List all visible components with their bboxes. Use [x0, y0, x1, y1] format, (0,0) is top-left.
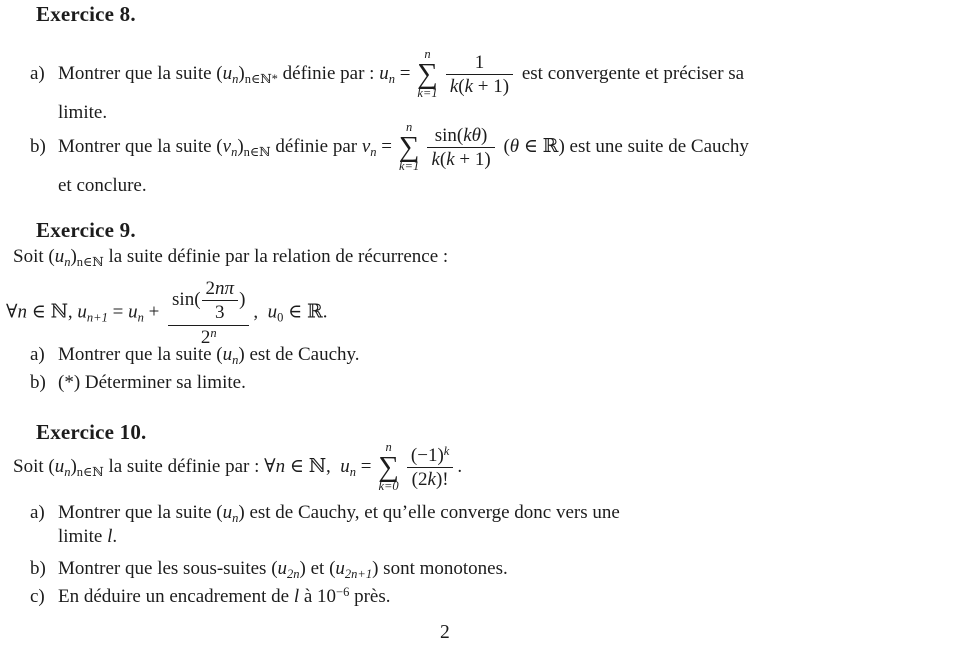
summation-symbol — [399, 121, 420, 174]
math-sub: n+1 — [86, 310, 108, 325]
math-sub: n — [64, 255, 71, 269]
math-sub: n — [349, 464, 357, 479]
paren-close: ) — [239, 289, 246, 311]
text-run: )! — [435, 469, 449, 491]
paren-open: ( — [439, 149, 447, 171]
math-sub: 2n — [287, 567, 300, 581]
text-run: , — [253, 301, 268, 323]
math-var: v — [361, 135, 371, 157]
ex8-item-a-line1 — [30, 48, 744, 101]
text-run: la suite définie par : ∀ — [103, 455, 276, 477]
numerator — [168, 278, 249, 325]
text-run: Soit — [13, 455, 49, 477]
math-sup: k — [443, 443, 450, 458]
math-var: l — [107, 526, 113, 547]
numerator — [202, 278, 239, 300]
text-run: (2 — [411, 469, 428, 491]
exercise8-title: Exercice 8. — [36, 2, 136, 26]
paren-close: ) — [70, 455, 77, 477]
paren-close: ) — [70, 246, 77, 267]
text-run: ) est de Cauchy. — [238, 344, 360, 365]
text-run: (−1) — [410, 444, 444, 466]
text-run: ∈ ℝ) est une suite de Cauchy — [519, 135, 749, 157]
text-run: définie par — [270, 135, 362, 157]
math-var: θ — [509, 135, 520, 157]
text-run: En déduire un encadrement de — [58, 586, 294, 607]
math-var: u — [335, 558, 345, 579]
summation-symbol — [417, 48, 438, 101]
sigma-glyph: ∑ — [378, 450, 399, 483]
text-run: + 1) — [473, 76, 510, 98]
numerator — [407, 445, 453, 467]
paren-open: ( — [216, 135, 223, 157]
math-var: k — [427, 469, 436, 491]
math-var: u — [222, 62, 233, 84]
math-sub: n — [232, 71, 239, 86]
paren-close: ) — [237, 135, 244, 157]
ex10-item-c — [30, 586, 391, 608]
math-var: n — [275, 455, 286, 477]
math-var: u — [222, 502, 233, 523]
fraction — [446, 52, 513, 98]
math-var: u — [267, 301, 278, 323]
ex9-recurrence-formula — [6, 278, 328, 348]
equals-sign: = — [107, 301, 129, 323]
paren-close: ) — [238, 62, 245, 84]
sum-lower-bound: k=1 — [417, 86, 438, 101]
math-var: k — [449, 76, 459, 98]
denominator — [407, 467, 453, 490]
math-var: l — [293, 586, 300, 607]
denominator: 3 — [202, 300, 239, 323]
ex8-item-b-line1 — [30, 121, 749, 174]
exercise10-title: Exercice 10. — [36, 420, 147, 444]
text-run: ) sont monotones. — [372, 558, 508, 579]
item-label: a) — [30, 502, 45, 523]
plus-sign: + — [143, 301, 165, 323]
ex9-item-a — [30, 344, 360, 367]
denominator — [427, 147, 494, 170]
text-run: (*) Déterminer sa limite. — [58, 372, 246, 393]
math-var: u — [128, 301, 138, 323]
sum-lower-bound: k=1 — [398, 159, 420, 174]
math-var: u — [77, 301, 87, 323]
math-var: k — [446, 149, 455, 171]
math-sub: n — [231, 144, 238, 159]
text-run: est convergente et préciser sa — [517, 62, 745, 84]
math-var: u — [379, 62, 389, 84]
page-number: 2 — [440, 622, 450, 643]
equals-sign: = — [394, 62, 416, 84]
paren-open: ( — [216, 62, 223, 84]
sin-function: sin( — [172, 289, 201, 311]
ex8-item-a-line2: limite. — [58, 102, 108, 123]
math-sub: 2n+1 — [344, 567, 373, 581]
math-var: u — [222, 344, 233, 365]
sum-upper-bound: n — [424, 47, 431, 61]
numerator: 1 — [474, 51, 485, 73]
text-run: 2 — [205, 278, 216, 299]
sin-function: sin( — [434, 124, 464, 146]
ex10-item-a-line1 — [30, 502, 620, 525]
math-sub: n — [232, 353, 239, 367]
math-var: k — [464, 76, 474, 98]
text-run: . — [457, 455, 463, 477]
equals-sign: = — [376, 135, 397, 157]
math-var: n — [17, 301, 27, 323]
item-label: a) — [30, 344, 45, 365]
sum-lower-bound: k=0 — [378, 479, 399, 494]
math-var: v — [222, 135, 232, 157]
math-var: u — [54, 246, 65, 267]
text-run: . — [112, 526, 118, 547]
text-run: Montrer que les sous-suites ( — [58, 558, 278, 579]
exercise9-title: Exercice 9. — [36, 218, 136, 242]
item-label: c) — [30, 586, 45, 607]
fraction — [168, 278, 249, 348]
inner-fraction — [202, 278, 239, 324]
text-run: près. — [349, 586, 391, 607]
item-label: b) — [30, 558, 46, 579]
math-sub: n — [232, 511, 239, 525]
math-sub: n∈ℕ* — [244, 71, 278, 86]
ex9-item-b — [30, 372, 246, 394]
text-run: ) et ( — [299, 558, 336, 579]
ex10-item-b — [30, 558, 508, 581]
fraction — [427, 125, 494, 171]
text-run: définie par : — [277, 62, 380, 84]
ex10-item-a-line2 — [58, 526, 117, 548]
math-sup: −6 — [336, 585, 350, 599]
paren-open: ( — [458, 76, 465, 98]
text-run: ∈ ℕ, — [26, 301, 78, 323]
numerator — [427, 125, 494, 147]
text-run: + 1) — [454, 149, 491, 171]
math-sub: 0 — [277, 310, 284, 325]
ex10-intro — [13, 441, 462, 494]
sigma-glyph: ∑ — [417, 57, 438, 90]
equals-sign: = — [356, 455, 377, 477]
text-run: limite — [58, 526, 108, 547]
text-run: Montrer que la suite ( — [58, 502, 223, 523]
math-sub: n — [64, 464, 71, 479]
ex9-intro — [13, 246, 448, 269]
text-run: 2 — [200, 326, 211, 348]
math-sup: n — [210, 325, 217, 340]
text-run: Montrer que la suite — [58, 135, 217, 157]
item-label: a) — [30, 62, 45, 84]
text-run: Montrer que la suite — [58, 62, 217, 84]
ex8-item-b-line2: et conclure. — [58, 175, 147, 196]
sigma-glyph: ∑ — [398, 130, 420, 163]
sum-upper-bound: n — [405, 120, 413, 134]
math-var: k — [431, 149, 440, 171]
sum-upper-bound: n — [385, 440, 392, 454]
paren-close: ) — [481, 124, 488, 146]
text-run: ∈ ℕ, — [285, 455, 341, 477]
text-run: Montrer que la suite ( — [58, 344, 223, 365]
math-var: u — [340, 455, 350, 477]
text-run: à 10 — [299, 586, 337, 607]
math-var: u — [54, 455, 65, 477]
paren-open: ( — [48, 455, 55, 477]
math-var: nπ — [215, 278, 235, 299]
math-sub: n∈ℕ — [76, 464, 104, 479]
math-sub: n — [137, 310, 144, 325]
text-run: ( — [498, 135, 510, 157]
math-sub: n∈ℕ — [243, 144, 271, 159]
item-label: b) — [30, 135, 46, 157]
text-run: Soit — [13, 246, 49, 267]
text-run: ∈ ℝ. — [283, 301, 328, 323]
math-sub: n — [388, 71, 395, 86]
summation-symbol — [378, 441, 399, 494]
math-var: u — [277, 558, 288, 579]
item-label: b) — [30, 372, 46, 393]
denominator — [446, 74, 513, 97]
text-run: ) est de Cauchy, et qu’elle converge donc vers une — [238, 502, 620, 523]
forall-symbol: ∀ — [6, 301, 18, 323]
math-sub: n — [370, 144, 377, 159]
text-run: la suite définie par la relation de récurrence : — [103, 246, 449, 267]
paren-open: ( — [48, 246, 55, 267]
math-sub: n∈ℕ — [76, 255, 104, 269]
fraction — [407, 445, 453, 491]
math-var: kθ — [463, 124, 482, 146]
